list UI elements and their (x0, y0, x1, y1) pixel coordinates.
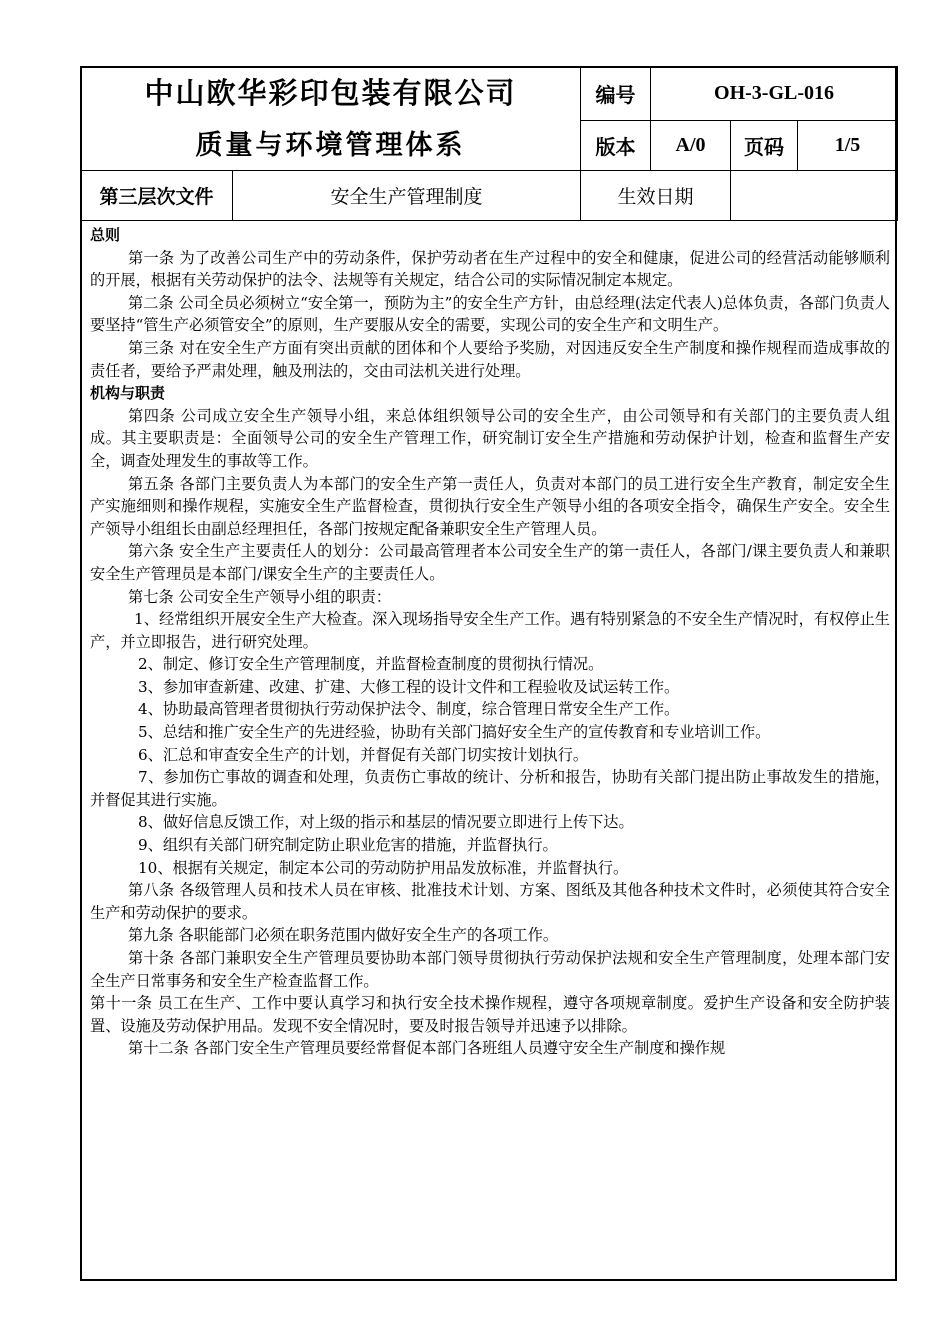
article-11: 第十一条 员工在生产、工作中要认真学习和执行安全技术操作规程，遵守各项规章制度。爱护生产设备和安全防护装置、设施及劳动保护用品。发现不安全情况时，要及时报告领导并迅速予以排除。 (90, 994, 890, 1035)
company-name: 中山欧华彩印包装有限公司 (81, 67, 581, 121)
duty-item: 8、做好信息反馈工作，对上级的指示和基层的情况要立即进行上传下达。 (138, 813, 634, 832)
management-system-title: 质量与环境管理体系 (81, 121, 581, 171)
effective-date-value (731, 171, 898, 221)
article-12: 第十二条 各部门安全生产管理员要经常督促本部门各班组人员遵守安全生产制度和操作规 (128, 1039, 726, 1058)
duty-item: 4、协助最高管理者贯彻执行劳动保护法令、制度，综合管理日常安全生产工作。 (138, 700, 680, 719)
code-label: 编号 (581, 67, 651, 121)
article-10: 第十条 各部门兼职安全生产管理员要协助本部门领导贯彻执行劳动保护法规和安全生产管理制度，处理本部门安全生产日常事务和安全生产检查监督工作。 (90, 949, 890, 990)
document-header-table (80, 66, 898, 221)
article-6: 第六条 安全生产主要责任人的划分：公司最高管理者本公司安全生产的第一责任人，各部门/课主要负责人和兼职安全生产管理员是本部门/课安全生产的主要责任人。 (90, 542, 890, 583)
article-2: 第二条 公司全员必须树立“安全第一，预防为主”的安全生产方针，由总经理(法定代表人)总体负责，各部门负责人要坚持“管生产必须管安全”的原则，生产要服从安全的需要，实现公司的安全生产和文明生产。 (90, 293, 890, 335)
duty-item: 3、参加审查新建、改建、扩建、大修工程的设计文件和工程验收及试运转工作。 (138, 677, 680, 696)
article-4: 第四条 公司成立安全生产领导小组，来总体组织领导公司的安全生产，由公司领导和有关部门的主要负责人组成。其主要职责是：全面领导公司的安全生产管理工作，研究制订安全生产措施和劳动保护计划，检查和监督生产安全，调查处理发生的事故等工作。 (90, 406, 890, 470)
document-title: 安全生产管理制度 (233, 171, 581, 221)
version-value: A/0 (651, 121, 731, 171)
article-1: 第一条 为了改善公司生产中的劳动条件，保护劳动者在生产过程中的安全和健康，促进公司的经营活动能够顺利的开展，根据有关劳动保护的法令、法规等有关规定，结合公司的实际情况制定本规定。 (90, 248, 890, 290)
duty-item: 6、汇总和审查安全生产的计划，并督促有关部门切实按计划执行。 (138, 745, 589, 764)
article-7: 第七条 公司安全生产领导小组的职责： (128, 587, 392, 606)
duty-item: 7、参加伤亡事故的调查和处理，负责伤亡事故的统计、分析和报告，协助有关部门提出防止事故发生的措施，并督促其进行实施。 (90, 768, 890, 809)
code-value: OH-3-GL-016 (651, 67, 898, 121)
duty-item: 2、制定、修订安全生产管理制度，并监督检查制度的贯彻执行情况。 (138, 655, 604, 674)
article-5: 第五条 各部门主要负责人为本部门的安全生产第一责任人，负责对本部门的员工进行安全生产教育，制定安全生产实施细则和操作规程，实施安全生产监督检查，贯彻执行安全生产领导小组的各项安全指令，确保生产安全。安全生产领导小组组长由副总经理担任，各部门按规定配备兼职安全生产管理人员。 (90, 474, 890, 538)
article-8: 第八条 各级管理人员和技术人员在审核、批准技术计划、方案、图纸及其他各种技术文件时，必须使其符合安全生产和劳动保护的要求。 (90, 881, 890, 922)
version-label: 版本 (581, 121, 651, 171)
document-body (90, 224, 890, 1060)
duty-item: 1、经常组织开展安全生产大检查。深入现场指导安全生产工作。遇有特别紧急的不安全生产情况时，有权停止生产，并立即报告，进行研究处理。 (90, 610, 890, 651)
article-9: 第九条 各职能部门必须在职务范围内做好安全生产的各项工作。 (128, 926, 559, 945)
duty-item: 9、组织有关部门研究制定防止职业危害的措施，并监督执行。 (138, 836, 558, 855)
document-level: 第三层次文件 (81, 171, 233, 221)
duty-item: 10、根据有关规定，制定本公司的劳动防护用品发放标准，并监督执行。 (138, 858, 629, 877)
duty-item: 5、总结和推广安全生产的先进经验，协助有关部门搞好安全生产的宣传教育和专业培训工作。 (138, 723, 771, 742)
page-label: 页码 (731, 121, 798, 171)
effective-date-label: 生效日期 (581, 171, 731, 221)
section-heading-organization: 机构与职责 (90, 384, 166, 403)
article-3: 第三条 对在安全生产方面有突出贡献的团体和个人要给予奖励，对因违反安全生产制度和操作规程而造成事故的责任者，要给予严肃处理，触及刑法的，交由司法机关进行处理。 (90, 338, 890, 380)
section-heading-general: 总则 (90, 226, 121, 244)
page-value: 1/5 (798, 121, 898, 171)
